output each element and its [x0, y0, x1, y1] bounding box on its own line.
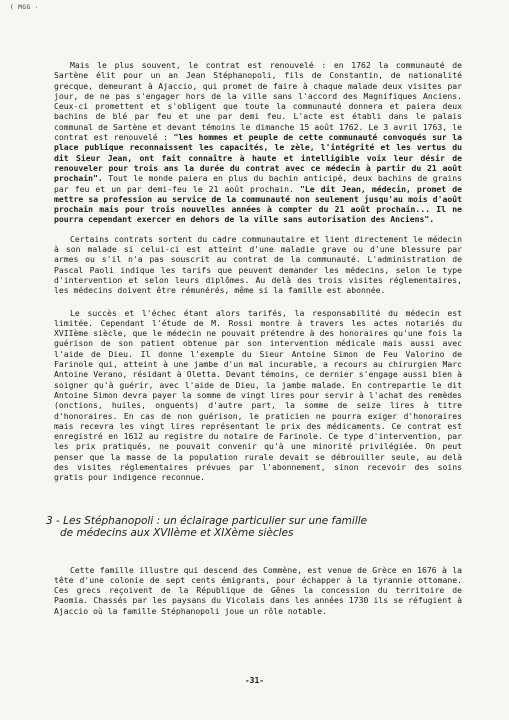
section-heading-line-2: de médecins aux XVIIème et XIXème siècles	[60, 526, 294, 539]
section-heading-line-1: 3 - Les Stéphanopoli : un éclairage particulier sur une famille	[46, 514, 368, 527]
paragraph-individual-contracts: Certains contrats sortent du cadre communautaire et lient directement le médecin à son malade si celui-ci est atteint d'une maladie grave ou d'une blessure par armes ou s'il n'a pas souscrit au contrat de la communauté. L'administration de Pascal Paoli indique les tarifs que peuvent demander les médecins, selon le type d'intervention et selon leurs diplômes. Au delà des trois visites réglementaires, les médecins doivent être rémunérés, même si la famille est abonnée.	[54, 233, 462, 296]
quote-doctor-promise: "Le dit Jean, médecin, promet de mettre sa profession au service de la communauté non seulement jusqu'au mois d'août prochain mais pour trois nouvelles années à compter du 21 août prochain... Il ne pourra cependant exercer en dehors de la ville sans autorisation des Anciens".	[54, 183, 462, 225]
corner-mark: ( MGG ·	[10, 4, 39, 11]
paragraph-family-history: Cette famille illustre qui descend des Commène, est venue de Grèce en 1676 à la tête d'une colonie de sept cents émigrants, pour échapper à la tyrannie ottomane. Ces grecs reçoivent de la République de Gênes la concession du territoire de Paomia. Chassés par les paysans du Vicolais dans les années 1730 ils se réfugient à Ajaccio où la famille Stéphanopoli joue un rôle notable.	[54, 564, 462, 616]
paragraph-success-failure: Le succès et l'échec étant alors tarifés, la responsabilité du médecin est limitée. Cependant l'étude de M. Rossi montre à travers les actes notariés du XVIIème siècle, que le médecin ne pouvait prétendre à des honoraires qu'une fois la guérison de son patient obtenue par son intervention médicale mais aussi avec l'aide de Dieu. Il donne l'exemple du Sieur Antoine Simon de Feu Valorino de Farinole qui, atteint à une jambe d'un mal incurable, a recours au chirurgien Marc Antoine Verano, résidant à Oletta. Devant témoins, ce dernier s'engage aussi bien à soigner qu'à guérir, avec l'aide de Dieu, la jambe malade. En contrepartie le dit Antoine Simon devra payer la somme de vingt lires pour servir à l'achat des remèdes (onctions, huiles, onguents) d'autre part, la somme de seize lires à titre d'honoraires. En cas de non guérison, le praticien ne pourra exiger d'honoraires mais recevra les vingt lires représentant le prix des médicaments. Ce contrat est enregistré en 1612 au registre du notaire de Farinole. Ce type d'intervention, par les prix pratiqués, ne pouvait convenir qu'à une minorité privilégiée. On peut penser que la masse de la population rurale devait se débrouiller seule, au delà des visites réglementaires prévues par l'abonnement, sinon recevoir des soins gratis pour indigence reconnue.	[54, 307, 462, 483]
paragraph-contracts-renewal	[54, 60, 462, 225]
paragraph-text: Tout le monde paiera en plus du bachin anticipé, deux bachins de grains par feu et un par demi-feu le 21 août prochain.	[54, 173, 462, 194]
paragraph-text: Mais le plus souvent, le contrat est renouvelé : en 1762 la communauté de Sartène élit pour un an Jean Stéphanopoli, fils de Constantin, de nationalité grecque, demeurant à Ajaccio, qui promet de faire à chaque malade deux visites par jour, de ne pas s'engager hors de la ville sans l'accord des Magnifiques Anciens. Ceux-ci promettent et s'obligent que toute la communauté donnera et paiera deux bachins de blé par feu et une par demi feu. L'acte est établi dans le palais communal de Sartène et devant témoins le dimanche 15 août 1762. Le 3 avril 1763, le contrat est renouvelé :	[54, 60, 462, 143]
page-number: -31-	[244, 676, 265, 685]
document-page	[46, 60, 462, 616]
quote-community-assembly: "les hommes et peuple de cette communauté convoqués sur la place publique reconnaissent les capacités, le zèle, l'intégrité et les vertus du dit Sieur Jean, ont fait connaître à haute et intelligible voix leur désir de renouveler pour trois ans la durée du contrat avec ce médecin à partir du 21 août prochain".	[54, 132, 462, 184]
section-heading	[46, 515, 462, 539]
